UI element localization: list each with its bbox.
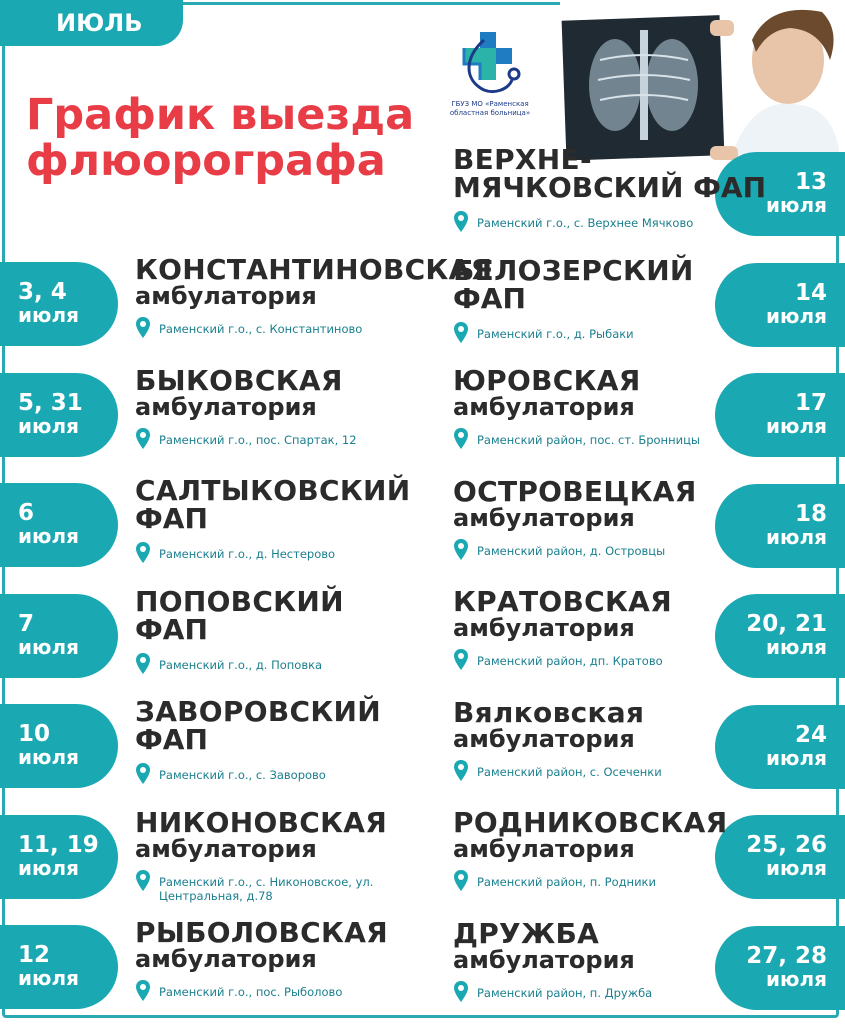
- facility-name: ВЕРХНЕ-: [453, 143, 592, 176]
- date-days: 10: [18, 721, 51, 747]
- page-title: [26, 92, 414, 184]
- facility-type: ФАП: [135, 502, 208, 535]
- facility-name: РОДНИКОВСКАЯ: [453, 806, 728, 839]
- facility-address: Раменский район, дп. Кратово: [477, 654, 663, 668]
- facility-entry: [453, 253, 753, 345]
- date-days: 7: [18, 610, 35, 637]
- facility-type: МЯЧКОВСКИЙ ФАП: [453, 171, 767, 204]
- date-badge: [0, 483, 118, 567]
- facility-type: амбулатория: [453, 393, 635, 421]
- facility-address: Раменский г.о., пос. Спартак, 12: [159, 432, 357, 447]
- facility-address: Раменский г.о., пос. Рыболово: [159, 985, 343, 999]
- facility-address: Раменский г.о., д. Нестерово: [159, 547, 336, 561]
- facility-address-row: [453, 538, 753, 562]
- facility-address-row: [453, 648, 753, 672]
- month-label: ИЮЛЬ: [56, 9, 143, 37]
- facility-address-row: [453, 869, 753, 893]
- facility-name: БЫКОВСКАЯ: [135, 363, 343, 397]
- facility-name: КРАТОВСКАЯ: [453, 585, 672, 618]
- facility-address-row: [135, 316, 435, 340]
- title-line-2: флюорографа: [26, 136, 386, 186]
- date-days: 12: [18, 942, 51, 968]
- facility-entry: [453, 474, 753, 562]
- date-badge: [0, 925, 118, 1009]
- facility-type: амбулатория: [453, 835, 635, 863]
- facility-type: амбулатория: [453, 724, 635, 753]
- date-days: 6: [18, 500, 35, 526]
- facility-type: амбулатория: [453, 503, 635, 532]
- date-days: 18: [794, 500, 827, 527]
- facility-entry: [135, 584, 435, 676]
- facility-address: Раменский район, п. Дружба: [477, 985, 653, 1000]
- facility-entry: [453, 143, 767, 234]
- facility-name: НИКОНОВСКАЯ: [135, 805, 388, 839]
- facility-address: Раменский район, пос. ст. Бронницы: [477, 433, 700, 447]
- date-badge: [0, 373, 118, 457]
- facility-type: ФАП: [135, 612, 208, 646]
- date-days: 11, 19: [18, 831, 99, 858]
- date-month: июля: [18, 855, 79, 880]
- facility-name: ОСТРОВЕЦКАЯ: [453, 474, 697, 508]
- date-month: июля: [766, 303, 827, 328]
- date-month: июля: [766, 745, 827, 770]
- location-pin-icon: [135, 869, 151, 893]
- facility-address-row: [135, 979, 435, 1003]
- location-pin-icon: [453, 210, 469, 234]
- location-pin-icon: [135, 762, 151, 786]
- date-month: июля: [766, 193, 827, 217]
- date-badge: [0, 262, 118, 346]
- location-pin-icon: [453, 321, 469, 345]
- facility-entry: [453, 916, 753, 1004]
- facility-type: амбулатория: [453, 945, 635, 974]
- date-days: 13: [794, 169, 827, 195]
- location-pin-icon: [135, 427, 151, 451]
- facility-entry: [135, 695, 435, 786]
- date-days: 5, 31: [18, 389, 83, 416]
- facility-address-row: [453, 210, 753, 234]
- facility-address: Раменский г.о., с. Никоновское, ул. Центральная, д.78: [159, 874, 374, 903]
- facility-address: Раменский район, с. Осеченки: [477, 764, 662, 779]
- location-pin-icon: [135, 652, 151, 676]
- facility-address: Раменский г.о., с. Верхнее Мячково: [477, 216, 694, 230]
- doctor-xray-photo: [560, 0, 840, 160]
- date-month: июля: [18, 634, 79, 659]
- location-pin-icon: [453, 427, 469, 451]
- facility-address: Раменский г.о., д. Поповка: [159, 657, 323, 672]
- facility-entry: [453, 364, 753, 451]
- facility-type: ФАП: [135, 723, 208, 756]
- date-badge: [0, 704, 118, 788]
- location-pin-icon: [453, 869, 469, 893]
- date-month: июля: [766, 635, 827, 659]
- facility-name: Вялковская: [453, 695, 645, 729]
- location-pin-icon: [135, 316, 151, 340]
- facility-address-row: [453, 427, 753, 451]
- facility-address-row: [135, 869, 435, 903]
- month-tab: [0, 0, 183, 46]
- facility-type: амбулатория: [135, 282, 317, 310]
- facility-entry: [135, 916, 435, 1003]
- location-pin-icon: [135, 541, 151, 565]
- date-month: июля: [18, 745, 79, 769]
- location-pin-icon: [453, 759, 469, 783]
- title-line-1: График выезда: [26, 90, 415, 140]
- facility-address: Раменский г.о., с. Заворово: [159, 768, 326, 782]
- date-days: 24: [794, 721, 827, 748]
- facility-type: амбулатория: [135, 392, 317, 421]
- date-days: 20, 21: [746, 611, 827, 637]
- facility-entry: [135, 474, 435, 565]
- facility-name: БЕЛОЗЕРСКИЙ: [453, 253, 694, 287]
- facility-address: Раменский район, д. Островцы: [477, 543, 666, 558]
- date-month: июля: [18, 413, 79, 438]
- facility-entry: [135, 805, 435, 903]
- date-badge: [0, 815, 118, 899]
- facility-address-row: [135, 541, 435, 565]
- facility-address: Раменский район, п. Родники: [477, 875, 656, 889]
- facility-name: ПОПОВСКИЙ: [135, 584, 344, 618]
- location-pin-icon: [453, 980, 469, 1004]
- date-month: июля: [18, 303, 79, 327]
- date-month: июля: [18, 524, 79, 548]
- facility-entry: [453, 806, 753, 893]
- date-month: июля: [766, 856, 827, 880]
- location-pin-icon: [453, 648, 469, 672]
- facility-name: ДРУЖБА: [453, 916, 600, 950]
- facility-type: амбулатория: [135, 834, 317, 863]
- logo-caption: ГБУЗ МО «Раменская областная больница»: [449, 100, 531, 117]
- date-days: 14: [794, 279, 827, 306]
- date-month: июля: [766, 966, 827, 991]
- facility-name: КОНСТАНТИНОВСКАЯ: [135, 253, 493, 286]
- date-days: 27, 28: [746, 942, 827, 969]
- location-pin-icon: [453, 538, 469, 562]
- date-days: 3, 4: [18, 279, 67, 305]
- facility-type: амбулатория: [453, 614, 635, 642]
- date-month: июля: [766, 414, 827, 438]
- facility-address-row: [135, 427, 435, 451]
- facility-type: амбулатория: [135, 945, 317, 973]
- facility-name: САЛТЫКОВСКИЙ: [135, 474, 411, 507]
- facility-address: Раменский г.о., д. Рыбаки: [477, 326, 634, 341]
- facility-address: Раменский г.о., с. Константиново: [159, 322, 363, 336]
- facility-name: РЫБОЛОВСКАЯ: [135, 916, 389, 949]
- facility-entry: [453, 695, 753, 783]
- date-month: июля: [766, 524, 827, 549]
- facility-address-row: [453, 759, 753, 783]
- facility-address-row: [453, 980, 753, 1004]
- facility-address-row: [135, 652, 435, 676]
- facility-entry: [135, 363, 435, 451]
- date-days: 25, 26: [746, 832, 827, 858]
- location-pin-icon: [135, 979, 151, 1003]
- facility-address-row: [453, 321, 753, 345]
- facility-type: ФАП: [453, 281, 526, 315]
- facility-address-row: [135, 762, 435, 786]
- facility-entry: [453, 585, 753, 672]
- facility-name: ЮРОВСКАЯ: [453, 364, 641, 397]
- facility-name: ЗАВОРОВСКИЙ: [135, 695, 381, 728]
- date-month: июля: [18, 966, 79, 990]
- date-days: 17: [794, 390, 827, 416]
- date-badge: [0, 594, 118, 678]
